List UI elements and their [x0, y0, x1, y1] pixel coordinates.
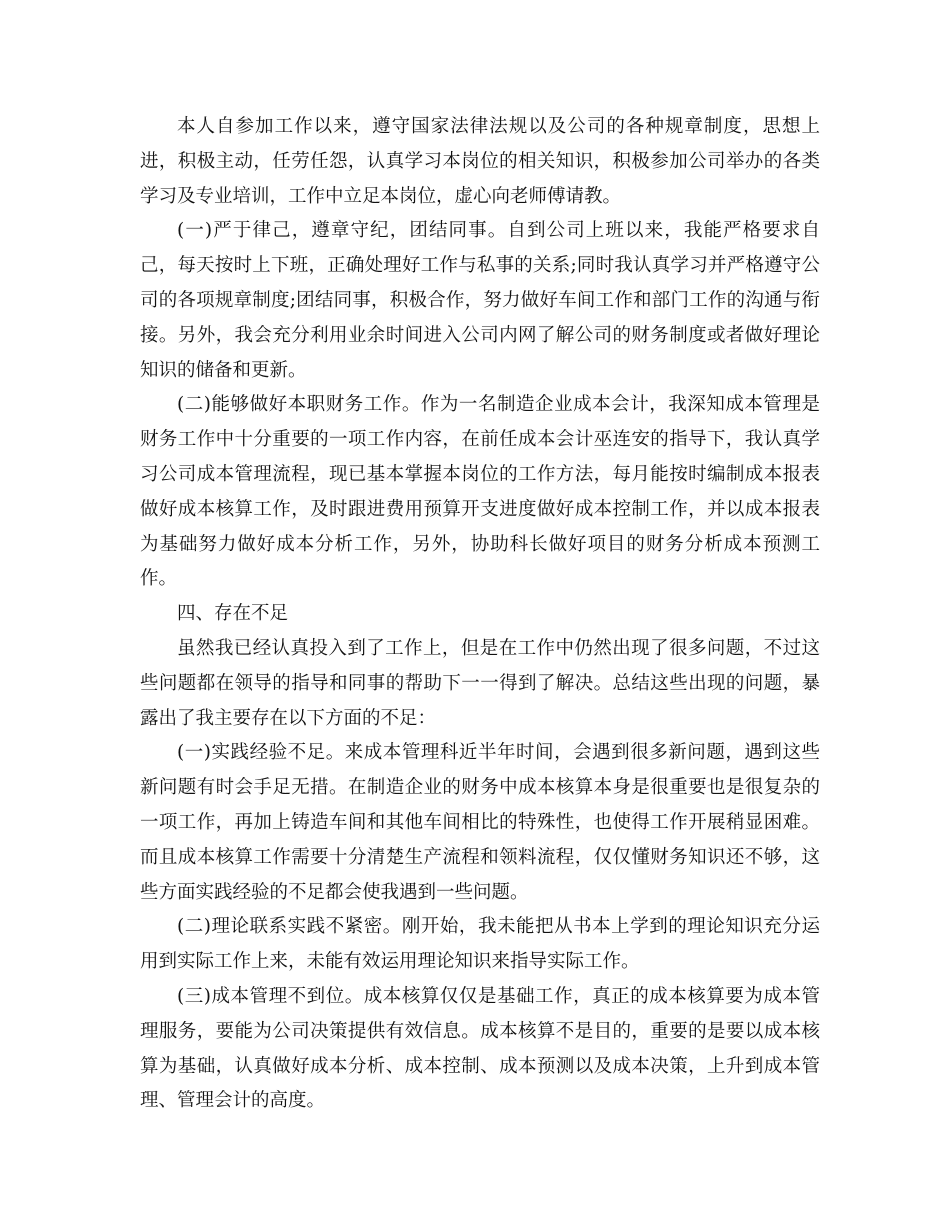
- paragraph-finance-work: (二)能够做好本职财务工作。作为一名制造企业成本会计，我深知成本管理是财务工作中十分重要的一项工作内容，在前任成本会计巫连安的指导下，我认真学习公司成本管理流程，现已基本掌握本岗位的工作方法，每月能按时编制成本报表做好成本核算工作，及时跟进费用预算开支进度做好成本控制工作，并以成本报表为基础努力做好成本分析工作，另外，协助科长做好项目的财务分析成本预测工作。: [140, 394, 820, 590]
- paragraph-shortcomings-intro: 虽然我已经认真投入到了工作上，但是在工作中仍然出现了很多问题，不过这些问题都在领导的指导和同事的帮助下一一得到了解决。总结这些出现的问题，暴露出了我主要存在以下方面的不足：: [140, 637, 820, 729]
- paragraph-cost-management: (三)成本管理不到位。成本核算仅仅是基础工作，真正的成本核算要为成本管理服务，要能为公司决策提供有效信息。成本核算不是目的，重要的是要以成本核算为基础，认真做好成本分析、成本控制、成本预测以及成本决策，上升到成本管理、管理会计的高度。: [140, 985, 820, 1112]
- paragraph-intro: 本人自参加工作以来，遵守国家法律法规以及公司的各种规章制度，思想上进，积极主动，任劳任怨，认真学习本岗位的相关知识，积极参加公司举办的各类学习及专业培训，工作中立足本岗位，虚心向老师傅请教。: [140, 116, 820, 207]
- paragraph-discipline: (一)严于律己，遵章守纪，团结同事。自到公司上班以来，我能严格要求自己，每天按时上下班，正确处理好工作与私事的关系;同时我认真学习并严格遵守公司的各项规章制度;团结同事，积极合作，努力做好车间工作和部门工作的沟通与衔接。另外，我会充分利用业余时间进入公司内网了解公司的财务制度或者做好理论知识的储备和更新。: [140, 220, 820, 381]
- paragraph-theory-practice: (二)理论联系实践不紧密。刚开始，我未能把从书本上学到的理论知识充分运用到实际工作上来，未能有效运用理论知识来指导实际工作。: [140, 916, 820, 973]
- paragraph-practice-experience: (一)实践经验不足。来成本管理科近半年时间，会遇到很多新问题，遇到这些新问题有时会手足无措。在制造企业的财务中成本核算本身是很重要也是很复杂的一项工作，再加上铸造车间和其他车间相比的特殊性，也使得工作开展稍显困难。而且成本核算工作需要十分清楚生产流程和领料流程，仅仅懂财务知识还不够，这些方面实践经验的不足都会使我遇到一些问题。: [140, 742, 820, 903]
- section-heading-shortcomings: 四、存在不足: [177, 603, 289, 625]
- document-body: [140, 110, 820, 1119]
